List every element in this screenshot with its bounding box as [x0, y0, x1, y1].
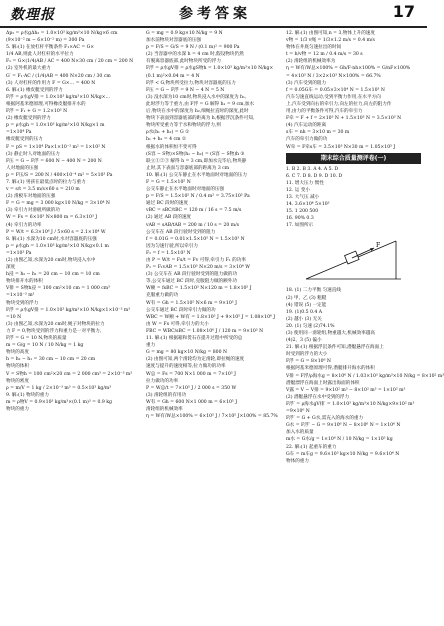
answer-line: 人对地面的压强	[6, 165, 39, 171]
answer-line: (2) 滑轮组的机械效率为	[286, 59, 336, 65]
column-left	[6, 30, 141, 622]
answer-line: 20. (1) 匀速 (2)74.1%	[286, 323, 335, 329]
answer-line: 17. 如图所示	[286, 223, 314, 229]
answer-line: 物体在井底匀速拉出的时间	[286, 45, 342, 51]
answer-line: 18. (1) 二力平衡 匀速直线	[286, 288, 341, 294]
answer-line: ρ水(h₁ + h₂) = G ①	[146, 130, 190, 136]
answer-line: 速度与提升的速度相等,拉力做功的功率	[146, 364, 226, 370]
answer-line: s车 = nh = 3×10 m = 30 m	[286, 130, 350, 136]
answer-line: 因为匀速行驶,所以牵引力	[146, 243, 198, 249]
answer-line: 滑轮组的机械效率	[146, 406, 183, 412]
answer-line: 7. 解:(1) 男孩在最低点时的拉力与重力	[6, 179, 86, 185]
answer-line: t = h/v物 = 12 m / 0.4 m/s = 30 s	[286, 52, 363, 58]
answer-line: (0.1 m)²×0.04 m = 4 N	[146, 73, 200, 79]
answer-line: f = 0.05G车 = 0.05×3×10⁴ N = 1.5×10³ N	[286, 87, 385, 93]
exam-section-banner: 期末综合质量测评卷(一)	[286, 153, 421, 164]
answer-line: 21. 解:(1) 根据浮沉条件可知,潜艇悬浮在海面上	[286, 345, 384, 351]
answer-line: (9×10⁻² m − 6×10⁻² m) = 300 Pa	[6, 38, 85, 44]
answer-line: 汽车的牵引力做的功	[286, 137, 328, 143]
answer-line: F浮 = ρ水gV排 = 1.0×10³ kg/m³×10 N/kg×1×10⁻³ m³	[6, 307, 131, 313]
answer-line: W额 = fsBC = 1.5×10³ N×120 m = 1.8×10⁵ J	[146, 286, 252, 292]
column-right-answers	[286, 166, 421, 230]
answer-line: W牵 = F牵s车 = 3.5×10³ N×30 m = 1.05×10⁵ J	[286, 144, 396, 150]
answer-line: 物体的重力	[286, 458, 309, 464]
answer-line: F牵 = F + f = 2×10³ N + 1.5×10³ N = 3.5×10³ N	[286, 116, 402, 122]
answer-line: η = W有/W总×100% = Gh/F·nh×100% = G/nF×100%	[286, 66, 411, 72]
answer-line: 9. 解:(1) 物块的重力	[6, 392, 49, 398]
answer-line: 6. 解:(1) 橡皮艇受到的浮力	[6, 87, 63, 93]
column-right	[286, 30, 444, 622]
answer-line: (2) 橡皮艇受到的浮力	[6, 116, 51, 122]
page-header	[0, 0, 427, 28]
answer-line: 1. B 2. B 3. A 4. A 5. D	[286, 166, 339, 172]
answer-line: 8. 解:(1) 水深为10 cm时,水对容器底的压强	[6, 236, 97, 242]
answer-line: (3) 没水深为10 cm时,物块浸入水中的深度为 h₁,	[146, 94, 247, 100]
answer-line: (2) 通过 AB 段的速度	[146, 215, 192, 221]
answer-line: V露 = V − V排 = 9×10² m³ − 8×10² m³ = 1×10² m³	[286, 387, 406, 393]
answer-line: W有 = Gh = 1.5×10⁵ N×6 m = 9×10⁵ J	[146, 300, 237, 306]
answer-line: 公交车静止在水平地面时对地面的压强	[146, 187, 225, 193]
answer-line: 潜艇漂浮在海面上时露出海面的体积	[286, 380, 360, 386]
answer-columns	[6, 30, 444, 622]
answer-line: (4)2、3 (5) 偏小	[286, 338, 322, 344]
answer-line: V排 = F浮/ρ海水g = 8×10⁶ N / 1.03×10³ kg/m³×10 N/kg = 8×10² m³	[286, 373, 444, 379]
answer-line: h₁ + h₂ = 4 cm ②	[146, 137, 187, 143]
answer-line: 根据阿基米德原理,可得橡皮艇排开水的	[6, 101, 86, 107]
answer-line: v物 = 1/3 v绳 = 1/3×1.2 m/s = 0.4 m/s	[286, 38, 375, 44]
answer-line: F浮 = ρ水gV排 = 1.0×10³ kg/m³×10 N/kg×…	[6, 94, 111, 100]
answer-line: V排 = S物h浸 = 100 cm²×10 cm = 1 000 cm³	[6, 286, 110, 292]
answer-line: 11. 解:(1) 根据箱和货石在提升过程中所受的总	[146, 336, 243, 342]
answer-line: (3) 滑轮组的有用功	[146, 392, 187, 398]
answer-line: p = F/S = G/S = 9 N / (0.1 m)² = 900 Pa	[146, 45, 240, 51]
answer-line: F压 = G − F浮 = 600 N − 400 N = 200 N	[6, 158, 102, 164]
answer-line: 此时浮力等于重力,由 F浮 = G 解得 h₁ = 9 cm,加水	[146, 101, 255, 107]
answer-line: F浮 < G,物块所受拉力,物块对容器底的压力	[146, 80, 236, 86]
answer-line: 深度	[6, 265, 16, 271]
answer-line: 19. (1)0.5 0.4 A	[286, 309, 323, 315]
answer-line: 止时,其下表面与容器底部的距离为 3 cm	[146, 165, 230, 171]
answer-line: G水 = F浮′ − G = 9×10⁶ N − 8×10⁶ N = 1×10⁶ N	[286, 423, 401, 429]
answer-line: = 4×10³ N / 3×2×10³ N×100% = 66.7%	[286, 73, 381, 79]
answer-line: P₁ = F₁vAB = 1.5×10³ N×20 m/s = 3×10⁴ W	[146, 265, 250, 271]
column-middle	[146, 30, 281, 622]
answer-line: h = h₂ − h₁ = 30 cm − 10 cm = 20 cm	[6, 357, 96, 363]
answer-line: F压 = G − F浮 = 9 N − 4 N = 5 N	[146, 87, 225, 93]
answer-line: m水 = G水/g = 1×10⁶ N / 10 N/kg = 1×10⁵ kg	[286, 437, 393, 443]
answer-line: f = 0.01G = 0.01×1.5×10⁵ N = 1.5×10³ N	[146, 236, 245, 242]
answer-line: F = G = 1.5×10⁵ N	[146, 179, 191, 185]
answer-line: 由 P = W/t = Fs/t = Fv 可得,牵引力 F₁ 的功率	[146, 258, 246, 263]
answer-line: WBC = W额 + W有 = 1.8×10⁵ J + 9×10⁵ J = 1.08×10⁶ J	[146, 314, 276, 320]
answer-line: vBC = sBC/tBC = 120 m / 16 s = 7.5 m/s	[146, 208, 242, 214]
answer-line: F浮 = F₁ + G = 1.2×10³ N	[6, 109, 68, 115]
answer-line: W总 = Fs = 700 N×1 000 m = 7×10⁵ J	[146, 371, 236, 377]
answer-line: (3) 人对杠杆的作用力 F = G×… = 400 N	[6, 80, 96, 86]
answer-line: 时受到的浮力的大小	[286, 352, 328, 358]
answer-line: Δp₂ = ρ水gΔh₂ = 1.0×10³ kg/m³×10 N/kg×6 cm	[6, 31, 118, 36]
answer-line: p = ρ水gh = 1.0×10³ kg/m³×10 N/kg×1 m	[6, 123, 105, 129]
section-title: 参考答案	[179, 6, 251, 22]
answer-line: 根据水的体积恒不变可得	[146, 144, 197, 150]
answer-line: 等,公交车通过 BC 段时,克服阻力做的额外功	[146, 279, 237, 285]
answer-line: 拉力做功的功率	[146, 378, 179, 384]
answer-line: =9×10⁶ N	[286, 409, 310, 415]
answer-line: (2) 滑板车对地面的压强	[6, 194, 56, 200]
answer-line: (4) 汽车运动的距离	[286, 123, 327, 129]
answer-line: 加水前物块对容器底的压强	[146, 38, 202, 44]
answer-line: 16. 90% 0.3	[286, 216, 314, 222]
answer-line: (2) 由图乙知,水深为20 cm时,物块浸入水中	[6, 258, 96, 263]
answer-line: W = Fs = 6×10³ N×800 m = 6.3×10³ J	[6, 215, 98, 221]
answer-line: m = ρ物V = 0.9×10³ kg/m³×(0.1 m)³ = 0.9 kg	[6, 399, 112, 405]
answer-line: (4) 牵引力的功率	[6, 222, 42, 228]
answer-line: 15. 1 200 500	[286, 209, 319, 215]
column-right-top	[286, 30, 421, 151]
answer-line: (2) 潜艇悬浮在水中受到的浮力	[286, 394, 350, 400]
answer-line: G′ = F₁·AC / (1/4)AB = 400 N×20 cm / 30 cm	[6, 73, 111, 79]
answer-line: (3) 使用同一滑轮组,物重越大,机械效率越高	[286, 331, 375, 336]
answer-line: =10 N	[6, 314, 22, 320]
answer-line: (2) 室外机的最大重力	[6, 66, 51, 72]
answer-line: η = W有/W总×100% = 6×10⁵ J / 7×10⁵ J×100% = 85.7%	[146, 414, 278, 420]
answer-line: (3) 公交车在 AB 段行驶时受到的阻力做的功	[146, 272, 238, 278]
answer-line: G = mg = 0.9 kg×10 N/kg = 9 N	[146, 31, 223, 36]
answer-line: FBC = WBC/sBC = 1.08×10⁶ J / 120 m = 9×10³ N	[146, 328, 264, 334]
answer-line: 5. 解:(1) 在放杠杆平衡条件 F₁×AC = G×	[6, 45, 95, 51]
answer-line: 物块排开水的体积	[6, 279, 43, 285]
answer-line: F₁ = G×(1/4)AB / AC = 400 N×30 cm / 20 cm = 200 N	[6, 59, 134, 65]
answer-line: 物块的体积	[6, 364, 29, 370]
answer-line: F浮 = G = 8×10⁶ N	[286, 359, 331, 365]
answer-line: v = s/t = 3.5 m/s×60 s = 210 m	[6, 187, 80, 193]
answer-line: F浮′ = G + G水,需充入的海水的重力	[286, 416, 364, 422]
answer-line: 22. 解:(1) 起重车的重力	[286, 444, 337, 450]
answer-line: 公交车在 AB 段行驶时受到的阻力	[146, 229, 216, 235]
answer-line: 物块受到的浮力	[6, 300, 39, 306]
answer-line: =1×10⁴ Pa	[6, 130, 32, 136]
answer-line: 1/4 AB,则此人对杠杆的水平拉力	[6, 52, 74, 58]
answer-line: 14. 3.6×10⁴ 5×10³	[286, 202, 330, 208]
incline-diagram	[286, 231, 421, 285]
answer-line: 克服重力做的功	[146, 293, 179, 299]
answer-line: 物块所受重力等于水和物块的浮力,则	[146, 123, 221, 129]
answer-line: (2) 由图可知,两个滑轮均为定滑轮,即拉绳的速度	[146, 357, 245, 363]
answer-line: 用,由力的平衡条件可得,汽车的牵引力	[286, 109, 363, 115]
answer-line: 物块的高度	[6, 350, 29, 356]
answer-line: 物块的密度	[6, 378, 29, 384]
newspaper-logo: 数理报	[10, 7, 55, 23]
answer-line: 12. 运 变小	[286, 187, 311, 193]
answer-line: (2) 当容器中的水深 h = 4 cm 时,假设物块仍然	[146, 52, 244, 58]
column-right-bottom	[286, 287, 444, 464]
answer-line: 物块的重力	[6, 406, 29, 412]
answer-line: G车 = m车g = 9.6×10³ kg×10 N/kg = 9.6×10⁴ N	[286, 451, 400, 457]
answer-line: F = G = mg = 3 000 kg×10 N/kg = 3×10⁴ N	[6, 201, 110, 207]
answer-line: 由 W = Fs 可得,牵引力的大小	[146, 321, 209, 327]
answer-line: F浮′ = ρ海水gV排′ = 1.0×10³ kg/m³×10 N/kg×9×10² m³	[286, 401, 415, 407]
answer-line: 10. 解:(1) 公交车静止在水平地面时对地面的压力	[146, 172, 247, 178]
answer-line: =1×10³ Pa	[6, 250, 32, 256]
answer-line: F浮 = ρ水gV排 = ρ水gS物h = 1.0×10³ kg/m³×10 N/kg×	[146, 66, 274, 72]
page-number: 17	[392, 2, 415, 21]
answer-line: 通过 BC 段时的速度	[146, 201, 189, 207]
answer-line: 汽车匀速直线运动,受到平衡力作用,在水平方向	[286, 94, 381, 100]
answer-line: (S容 − S物)×S物(h₁ − h₂) = (S容 − S物)h ③	[146, 151, 245, 157]
answer-line: 13. 大气压 减小	[286, 194, 320, 200]
answer-line: 公交车通过 BC 段时牵引力做的功	[146, 307, 216, 313]
answer-line: 重力	[146, 343, 156, 349]
answer-line: 12. 解:(1) 由图可知,n = 3,物体上升的速度	[286, 31, 375, 36]
answer-line: (3) 由图乙知,水深为20 cm时,绳子对物块的拉力	[6, 321, 105, 327]
answer-line: p = F/S = 1.5×10⁵ N / 0.4 m² = 3.75×10⁵ Pa	[146, 194, 250, 200]
answer-line: ρ = m/V = 1 kg / 2×10⁻³ m³ = 0.5×10³ kg/m³	[6, 385, 112, 391]
answer-line: (3) 汽车受到的阻力	[286, 80, 327, 86]
answer-line: 橡皮艇受到的压力	[6, 137, 43, 143]
answer-line: 有脱离容器底部,此时物块所受的浮力	[146, 59, 221, 65]
answer-line: F浮 = G = 10 N,物块的质量	[6, 336, 67, 342]
answer-line: P = W总/t = 7×10⁵ J / 2 000 s = 350 W	[146, 385, 237, 391]
answer-line: (2) 越小 (3) 无关	[286, 316, 322, 322]
answer-line: vAB = sAB/tAB = 200 m / 10 s = 20 m/s	[146, 222, 240, 228]
force-label: F	[376, 242, 381, 250]
answer-line: h浸 = h₂ − h₁ = 20 cm − 10 cm = 10 cm	[6, 272, 100, 278]
answer-line: (4) 错误 (5) 一定能	[286, 302, 327, 308]
answer-line: 后,物块在水中的深度为 h₂,细绳拉直时的深度,此时	[146, 109, 249, 115]
answer-line: P = W/t = 6.3×10⁶ J / 5×60 s = 2.1×10⁴ W	[6, 229, 106, 235]
answer-line: 加入水的质量	[286, 430, 314, 436]
answer-line: (3) 静止时人对地面的压力	[6, 151, 60, 157]
answer-line: 联立①②③ 解得 h = 3 cm,即加水完毕后,物块静	[146, 158, 247, 164]
answer-line: 上,汽车受到向右的牵引力,向左的拉力,向左的阻力作	[286, 101, 392, 107]
answer-line: 6. C 7. D 8. D 9. D 10. D	[286, 173, 343, 179]
force-diagram-figure	[286, 231, 421, 285]
answer-line: F = pS = 1×10⁴ Pa×1×10⁻² m² = 1×10² N	[6, 144, 106, 150]
answer-line: m = G/g = 10 N / 10 N/kg = 1 kg	[6, 343, 84, 349]
answer-line: 力 F = 0,物块受到的浮力和重力是一对平衡力,	[6, 328, 102, 334]
answer-line: 根据阿基米德原理可得,潜艇排开海水的体积	[286, 366, 375, 372]
answer-line: (2) 甲、乙 (3) 粗糙	[286, 295, 327, 301]
answer-line: G = mg = 80 kg×10 N/kg = 800 N	[146, 350, 227, 356]
answer-line: =1×10⁻³ m³	[6, 293, 35, 299]
answer-line: F₁ = f = 1.5×10³ N	[146, 250, 191, 256]
answer-line: 11. 增大压力 惯性	[286, 180, 324, 186]
answer-line: (3) 牵引力对滑板所做的功	[6, 208, 60, 214]
answer-line: p = ρ水gh = 1.0×10³ kg/m³×10 N/kg×0.1 m	[6, 243, 109, 249]
answer-line: 物块下表面到容器底部的距离为 h,根据浮沉条件可知,	[146, 116, 255, 122]
answer-line: p = F压/S = 200 N / 400×10⁻⁴ m² = 5×10³ Pa	[6, 172, 113, 178]
answer-line: W有 = Gh = 600 N×1 000 m = 6×10⁵ J	[146, 399, 238, 405]
answer-line: V = S物h = 100 cm²×20 cm = 2 000 cm³ = 2×10⁻³ m³	[6, 371, 133, 377]
